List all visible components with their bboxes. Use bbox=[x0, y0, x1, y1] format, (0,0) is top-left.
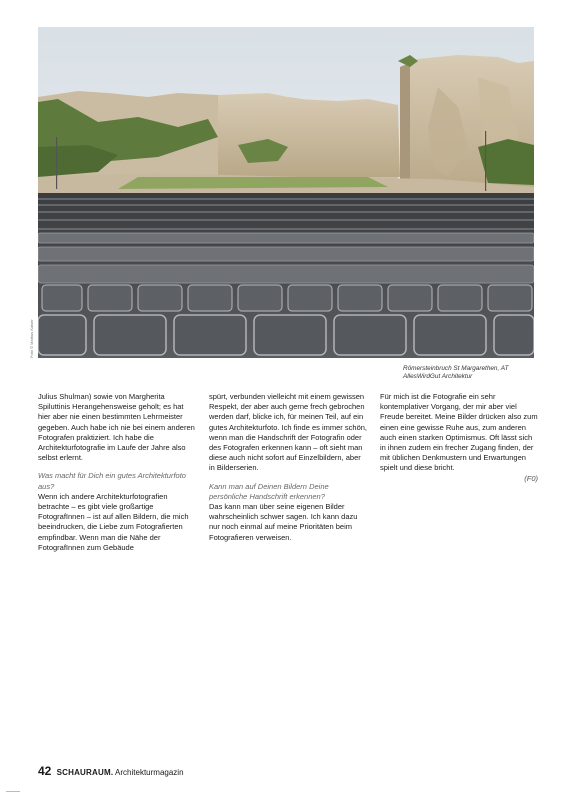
paragraph: spürt, verbunden vielleicht mit einem gewissen Respekt, der aber auch gerne frech gebrochen werden darf, blicke ich, für meinen Teil, auf ein gutes Architekturfoto. Ich finde es immer schön, wenn man die Handschrift der Fotografin oder des Fotografen erkennen kann – oft sieht man diese auch nicht sofort auf Einzelbildern, aber in Bilderserien. bbox=[209, 392, 367, 473]
paragraph: Für mich ist die Fotografie ein sehr kontemplativer Vorgang, der mir aber viel Freude bereitet. Meine Bilder drücken also zum einen eine gewisse Ruhe aus, zum anderen auch einen starken Optimismus. Oft lässt sich in ihnen zudem ein frecher Zugang finden, der mit üblichen Denkmustern und Erwartungen spielt und diese bricht. bbox=[380, 392, 538, 473]
magazine-section: Architekturmagazin bbox=[115, 768, 184, 777]
quarry-amphitheater-image bbox=[38, 27, 534, 358]
hero-photo bbox=[38, 27, 534, 358]
text-column-2 bbox=[209, 392, 367, 543]
magazine-name: SCHAURAUM. bbox=[56, 768, 114, 777]
text-column-3 bbox=[380, 392, 538, 484]
paragraph: Das kann man über seine eigenen Bilder wahrscheinlich schwer sagen. Ich kann dazu nur noch einmal auf meine Prioritäten beim Fotografieren verweisen. bbox=[209, 502, 358, 542]
footer-divider bbox=[6, 791, 20, 792]
caption-location: Römersteinbruch St Margarethen, AT bbox=[403, 365, 509, 372]
interview-question: Was macht für Dich ein gutes Architekturfoto aus? bbox=[38, 471, 186, 491]
interview-question: Kann man auf Deinen Bildern Deine persönliche Handschrift erkennen? bbox=[209, 481, 329, 501]
author-signature: (F0) bbox=[524, 473, 538, 483]
paragraph: Wenn ich andere Architekturfotografien betrachte – es gibt viele großartige FotografInnen – ist auf allen Bildern, die mich beeindrucken, die Liebe zum Fotografierten empfindbar. Wenn man die Nähe der FotografInnen zum Gebäude bbox=[38, 491, 189, 552]
text-column-1 bbox=[38, 392, 196, 553]
caption-architect: AllesWirdGut Architektur bbox=[403, 372, 473, 380]
paragraph: Julius Shulman) sowie von Margherita Spiluttinis Herangehensweise geholt; es hat hier aber nie einen bestimmten Lehrmeister gegeben. Auch habe ich nie bei einem anderen Fotografen praktiziert. Ich habe die Architekturfotografie im Laufe der Jahre also selbst erlernt. bbox=[38, 392, 195, 463]
photo-caption bbox=[403, 365, 535, 381]
page-footer bbox=[38, 764, 184, 778]
page-number: 42 bbox=[38, 764, 52, 778]
